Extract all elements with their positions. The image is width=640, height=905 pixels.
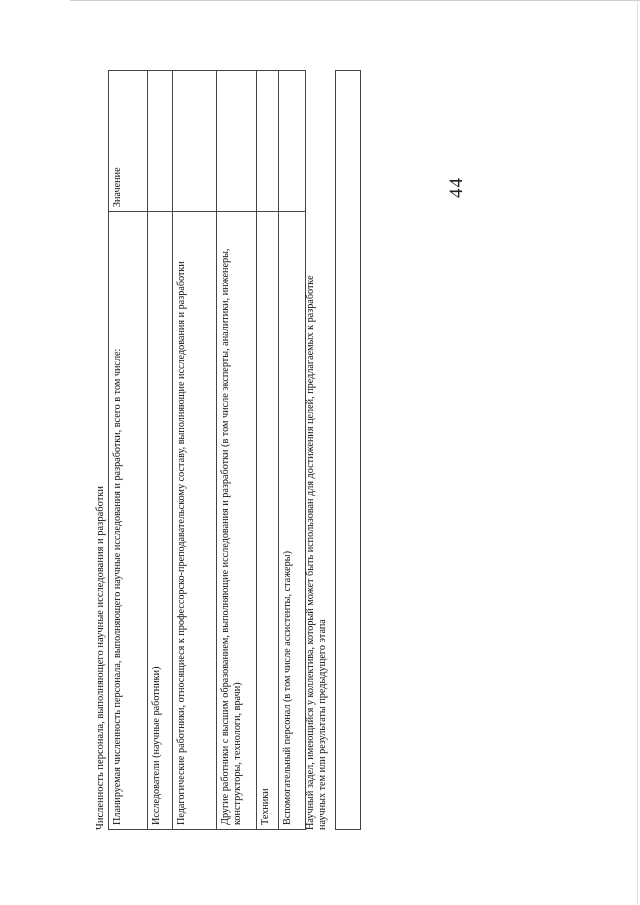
scan-edge-right	[637, 0, 638, 905]
value-header: Значение	[109, 71, 148, 212]
table-row	[148, 71, 173, 830]
table-cell-label: Исследователи (научные работники)	[148, 212, 173, 830]
table-row	[173, 71, 217, 830]
table-row	[109, 71, 148, 830]
table-cell-label: Вспомогательный персонал (в том числе ассистенты, стажеры)	[279, 212, 306, 830]
scientific-groundwork-field[interactable]	[335, 70, 361, 830]
table-cell-value[interactable]	[148, 71, 173, 212]
staff-table	[108, 70, 306, 830]
table-row	[257, 71, 279, 830]
page-number: 44	[446, 177, 467, 198]
table-row	[279, 71, 306, 830]
staff-section-title: Численность персонала, выполняющего научные исследования и разработки	[95, 486, 106, 830]
table-cell-value[interactable]	[279, 71, 306, 212]
table-cell-label: Планируемая численность персонала, выполняющего научные исследования и разработки, всего в том числе:	[109, 212, 148, 830]
table-row	[217, 71, 257, 830]
table-cell-value[interactable]	[257, 71, 279, 212]
table-cell-label: Техники	[257, 212, 279, 830]
scan-edge-top	[70, 0, 640, 1]
table-cell-value[interactable]	[217, 71, 257, 212]
table-cell-label: Другие работники с высшим образованием, выполняющие исследования и разработки (в том числе эксперты, аналитики, инженеры, конструкторы, технологи, врачи)	[217, 212, 257, 830]
scientific-groundwork-caption: Научный задел, имеющийся у коллектива, который может быть использован для достижения целей, предлагаемых к разработке научных тем или результаты предыдущего этапа	[305, 275, 328, 830]
table-cell-label: Педагогические работники, относящиеся к профессорско-преподавательскому составу, выполняющие исследования и разработки	[173, 212, 217, 830]
table-cell-value[interactable]	[173, 71, 217, 212]
rotated-page-content	[80, 50, 380, 850]
